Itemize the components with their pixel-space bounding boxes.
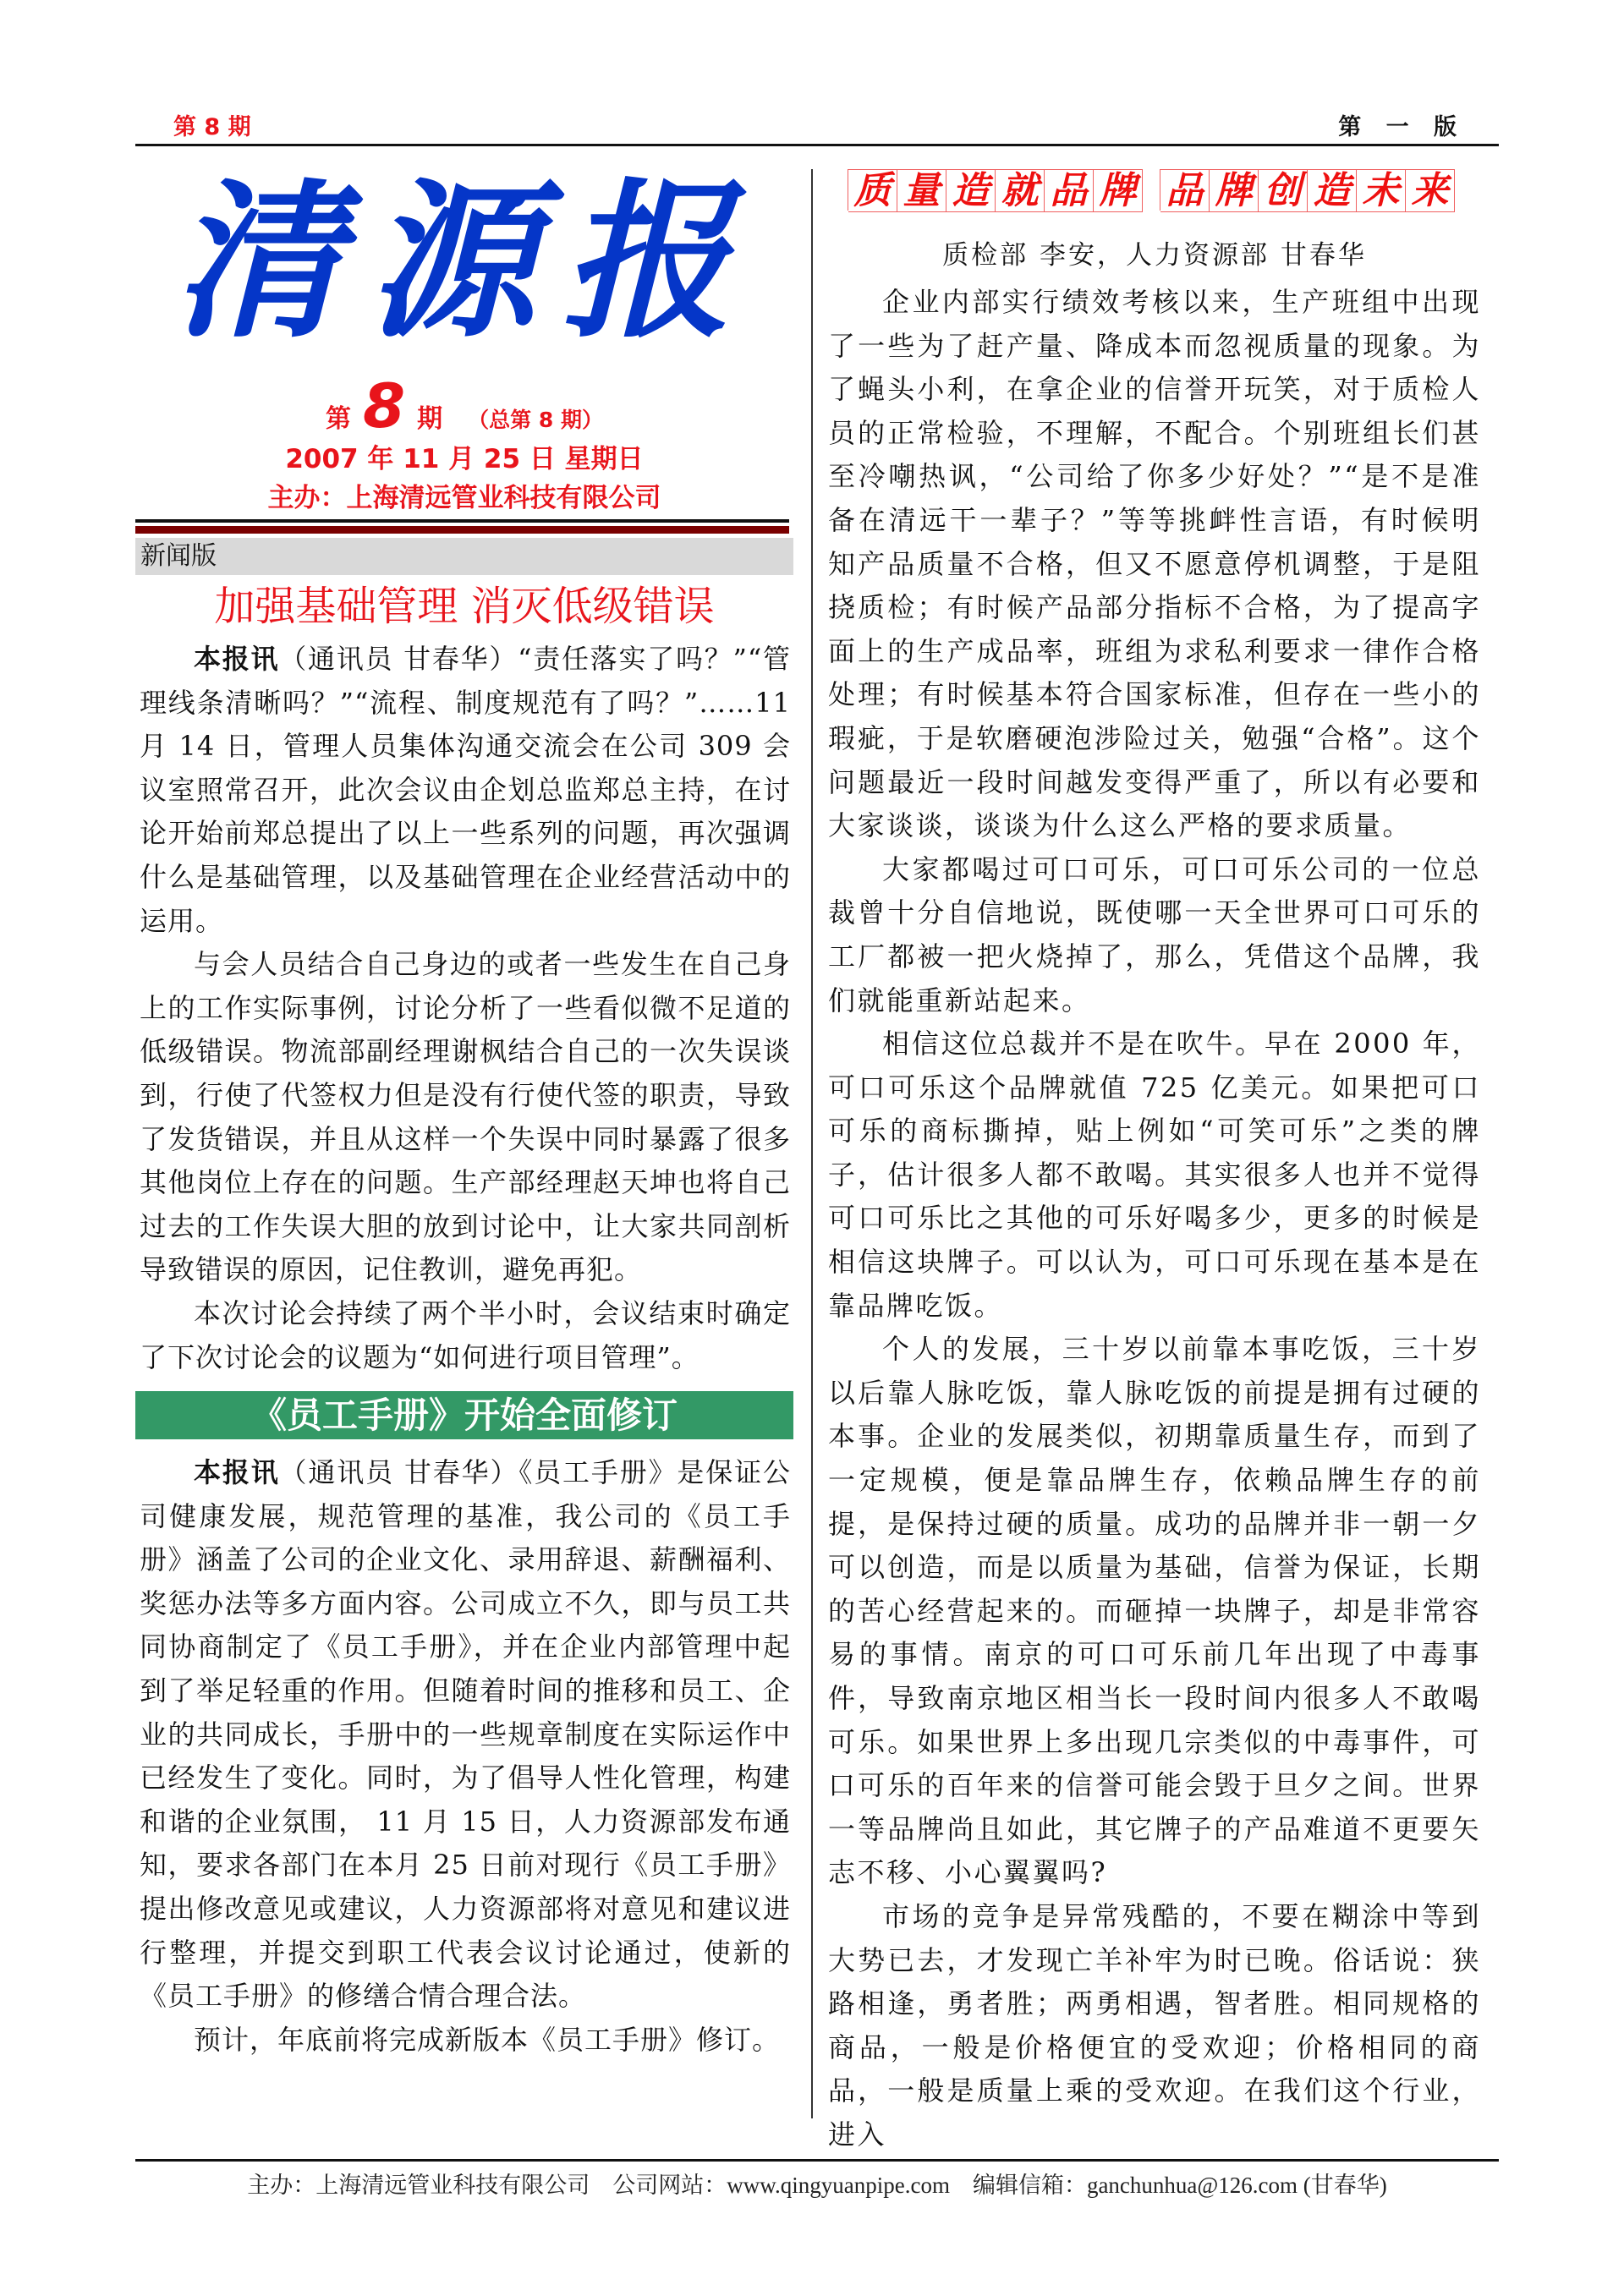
article2-lead: 本报讯: [194, 1456, 280, 1489]
right-paragraph: 市场的竞争是异常残酷的，不要在糊涂中等到大势已去，才发现亡羊补牢为时已晚。俗话说：狭路相逢，勇者胜；两勇相遇，智者胜。相同规格的商品，一般是价格便宜的受欢迎；价格相同的商品，一般是质量上乘的受欢迎。在我们这个行业，进入: [828, 1899, 1481, 2151]
article1-paragraph: 与会人员结合自己身边的或者一些发生在自己身上的工作实际事例，讨论分析了一些看似微不足道的低级错误。物流部副经理谢枫结合自己的一次失误谈到，行使了代签权力但是没有行使代签的职责，导致了发货错误，并且从这样一个失误中同时暴露了很多其他岗位上存在的问题。生产部经理赵天坤也将自己过去的工作失误大胆的放到讨论中，让大家共同剖析导致错误的原因，记住教训，避免再犯。: [140, 948, 791, 1286]
masthead-rule-black: [135, 519, 789, 523]
headline-char: 造: [1308, 169, 1357, 212]
article1-headline: 加强基础管理 消灭低级错误: [214, 583, 715, 630]
masthead-rule-red: [135, 526, 789, 534]
headline-char: 品: [1160, 169, 1210, 212]
issue-label: 第 8 期: [173, 114, 251, 140]
headline-char: 造: [946, 169, 996, 212]
column-divider: [811, 169, 813, 2118]
right-paragraph: 企业内部实行绩效考核以来，生产班组中出现了一些为了赶产量、降成本而忽视质量的现象。为了蝇头小利，在拿企业的信誉开玩笑，对于质检人员的正常检验，不理解，不配合。个别班组长们甚至冷嘲热讽，“公司给了你多少好处？”“是不是准备在清远干一辈子？”等等挑衅性言语，有时候明知产品质量不合格，但又不愿意停机调整，于是阻挠质检；有时候产品部分指标不合格，为了提高字面上的生产成品率，班组为求私利要求一律作合格处理；有时候基本符合国家标准，但存在一些小的瑕疵，于是软磨硬泡涉险过关，勉强“合格”。这个问题最近一段时间越发变得严重了，所以有必要和大家谈谈，谈谈为什么这么严格的要求质量。: [828, 286, 1481, 842]
issue-date: 2007 年 11 月 25 日 星期日: [285, 444, 644, 474]
headline-char: 创: [1259, 169, 1308, 212]
right-byline: 质检部 李安，人力资源部 甘春华: [942, 240, 1367, 271]
article2-paragraph-text: （通讯员 甘春华）《员工手册》是保证公司健康发展，规范管理的基准，我公司的《员工手册》涵盖了公司的企业文化、录用辞退、薪酬福利、奖惩办法等多方面内容。公司成立不久，即与员工共同协商制定了《员工手册》，并在企业内部管理中起到了举足轻重的作用。但随着时间的推移和员工、企业的共同成长，手册中的一些规章制度在实际运作中已经发生了变化。同时，为了倡导人性化管理，构建和谐的企业氛围， 11 月 15 日，人力资源部发布通知，要求各部门在本月 25 日前对现行《员工手册》提出修改意见或建议，人力资源部将对意见和建议进行整理，并提交到职工代表会议讨论通过，使新的《员工手册》的修缮合情合理合法。: [140, 1456, 791, 2013]
left-column: [135, 146, 793, 2159]
headline-char: 牌: [1094, 169, 1143, 212]
right-headline: [848, 169, 1481, 218]
right-column: [828, 146, 1481, 2159]
article2-body: [135, 1451, 793, 2062]
article1-paragraph-text: （通讯员 甘春华）“责任落实了吗？”“管理线条清晰吗？”“流程、制度规范有了吗？”……11 月 14 日，管理人员集体沟通交流会在公司 309 会议室照常召开，此次会议由企划总监郑总主持，在讨论开始前郑总提出了以上一些系列的问题，再次强调什么是基础管理，以及基础管理在企业经营活动中的运用。: [140, 643, 791, 937]
article2-paragraph: [140, 1451, 791, 2019]
article1-body: [135, 638, 793, 1379]
headline-char: 牌: [1210, 169, 1259, 212]
issue-total: （总第 8 期）: [468, 408, 603, 432]
headline-char: 来: [1406, 169, 1455, 212]
headline-char: 未: [1357, 169, 1406, 212]
section-bar: 新闻版: [135, 538, 793, 575]
right-paragraph: 个人的发展，三十岁以前靠本事吃饭，三十岁以后靠人脉吃饭，靠人脉吃饭的前提是拥有过硬的本事。企业的发展类似，初期靠质量生存，而到了一定规模，便是靠品牌生存，依赖品牌生存的前提，是保持过硬的质量。成功的品牌并非一朝一夕可以创造，而是以质量为基础，信誉为保证，长期的苦心经营起来的。而砸掉一块牌子，却是非常容易的事情。南京的可口可乐前几年出现了中毒事件，导致南京地区相当长一段时间内很多人不敢喝可乐。如果世界上多出现几宗类似的中毒事件，可口可乐的百年来的信誉可能会毁于旦夕之间。世界一等品牌尚且如此，其它牌子的产品难道不更要矢志不移、小心翼翼吗?: [828, 1333, 1481, 1889]
right-paragraph: 大家都喝过可口可乐，可口可乐公司的一位总裁曾十分自信地说，既使哪一天全世界可口可乐的工厂都被一把火烧掉了，那么，凭借这个品牌，我们就能重新站起来。: [828, 852, 1481, 1016]
top-bar: [135, 0, 1499, 146]
newspaper-page: [135, 0, 1499, 2202]
host-line: 主办：上海清远管业科技有限公司: [267, 483, 661, 513]
headline-char: 品: [1045, 169, 1094, 212]
article2-paragraph: 预计，年底前将完成新版本《员工手册》修订。: [194, 2023, 781, 2056]
headline-char: 量: [897, 169, 946, 212]
right-article-body: [828, 281, 1481, 2157]
article1-lead: 本报讯: [194, 643, 280, 675]
article1-paragraph: [140, 638, 791, 943]
issue-prefix: 第: [326, 404, 352, 434]
headline-char: 质: [848, 169, 897, 212]
article1-paragraph: 本次讨论会持续了两个半小时，会议结束时确定了下次讨论会的议题为“如何进行项目管理”。: [140, 1296, 791, 1373]
headline-char: 就: [996, 169, 1045, 212]
masthead-title: 清源报: [172, 162, 756, 361]
issue-suffix: 期: [417, 404, 443, 434]
issue-number: 8: [363, 370, 406, 441]
right-paragraph: 相信这位总裁并不是在吹牛。早在 2000 年，可口可乐这个品牌就值 725 亿美元。如果把可口可乐的商标撕掉，贴上例如“可笑可乐”之类的牌子，估计很多人都不敢喝。其实很多人也并不觉得可口可乐比之其他的可乐好喝多少，更多的时候是相信这块牌子。可以认为，可口可乐现在基本是在靠品牌吃饭。: [828, 1027, 1481, 1322]
edition-label: 第 一 版: [1338, 114, 1465, 140]
article2-headline: 《员工手册》开始全面修订: [135, 1391, 793, 1439]
columns: [135, 146, 1499, 2159]
headline-group-1: [848, 169, 1143, 211]
issue-line: [135, 372, 793, 440]
footer-text: 主办：上海清远管业科技有限公司 公司网站：www.qingyuanpipe.com 编辑信箱：ganchunhua@126.com (甘春华): [135, 2159, 1499, 2202]
headline-group-2: [1160, 169, 1455, 211]
